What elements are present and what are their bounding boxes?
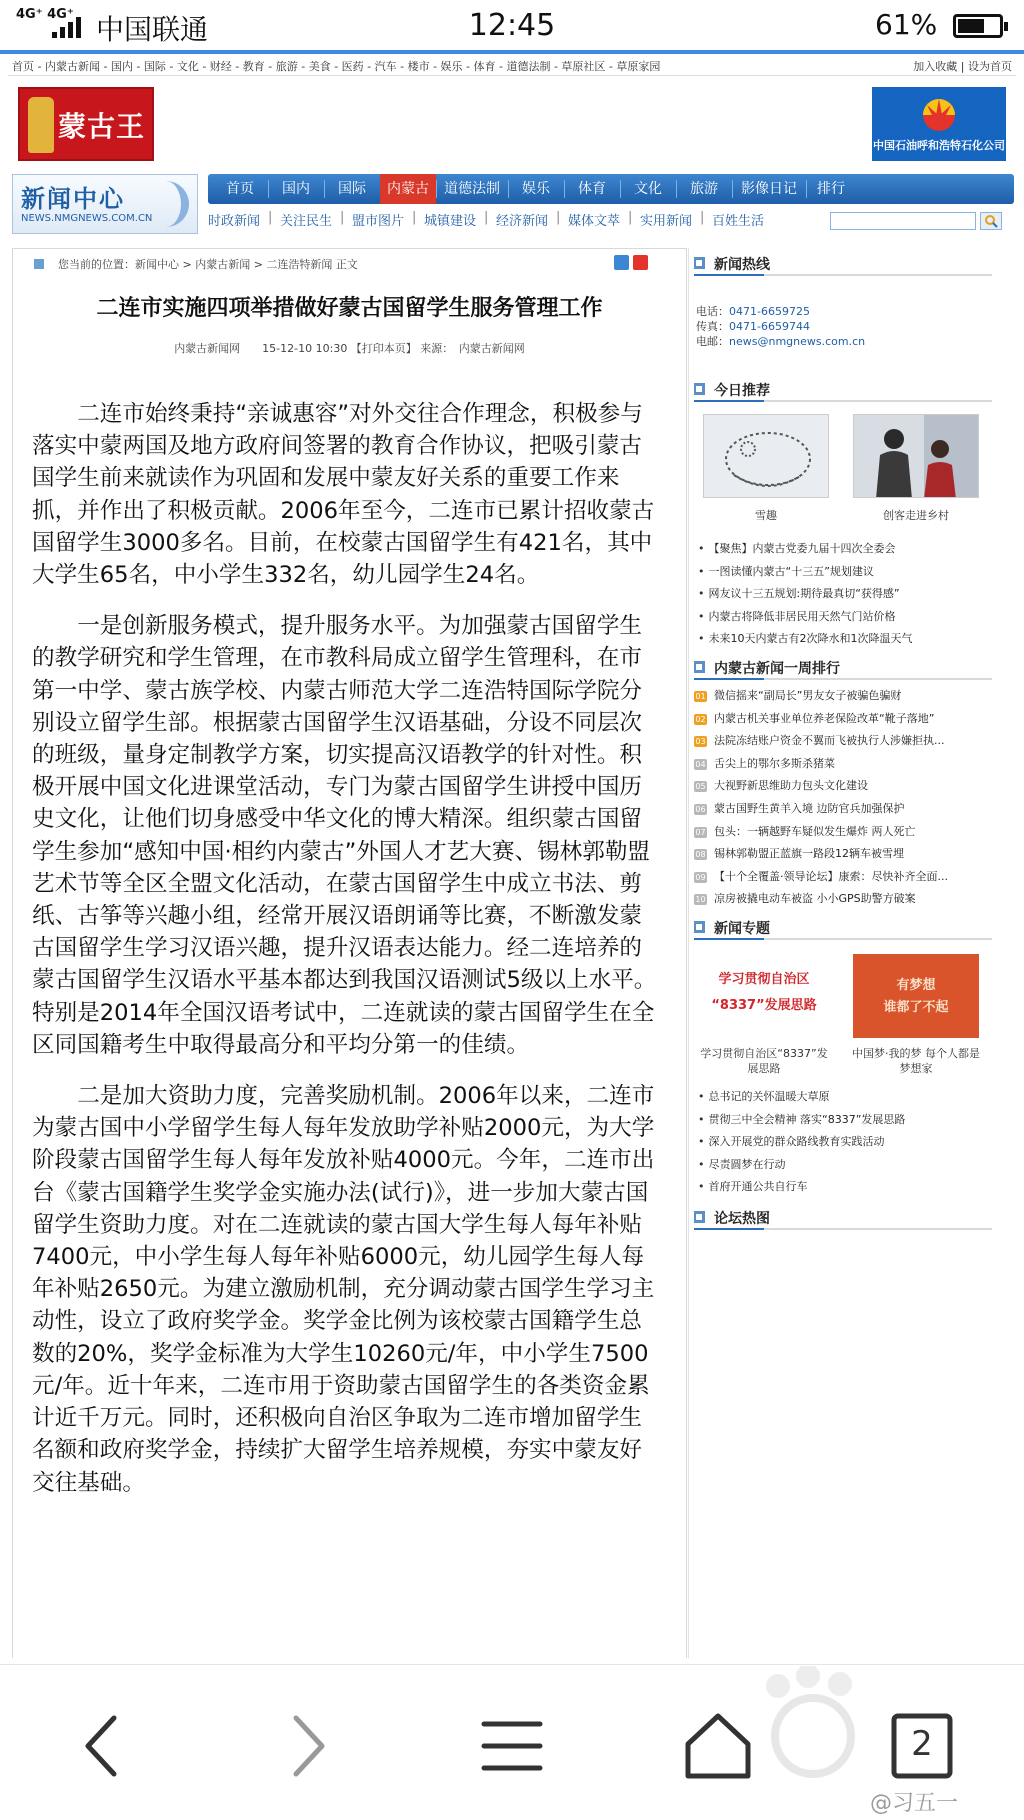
rank-number-badge: 06	[695, 804, 706, 814]
topic-banner-line: “8337”发展思路	[711, 998, 817, 1013]
article-tools	[614, 255, 650, 271]
maker-village-photo[interactable]	[853, 414, 979, 498]
network-type: 4G⁺ 4G⁺	[16, 7, 74, 22]
sub-nav-link[interactable]: 关注民生	[280, 214, 333, 229]
tabs-count: 2	[911, 1724, 933, 1764]
section-icon	[694, 257, 705, 269]
today-header	[694, 380, 992, 402]
top-nav-links[interactable]: 首页 - 内蒙古新闻 - 国内 - 国际 - 文化 - 财经 - 教育 - 旅游 - 美食 - 医药 - 汽车 - 楼市 - 娱乐 - 体育 - 道德法制 - 草原社区 - 草原家园	[12, 60, 661, 73]
share-weibo-icon[interactable]	[633, 255, 648, 270]
rank-number-badge: 04	[695, 759, 706, 769]
sub-nav-separator: |	[628, 210, 633, 225]
rank-item[interactable]	[694, 730, 994, 753]
rank-item-title: 包头：一辆越野车疑似发生爆炸 两人死亡	[714, 824, 916, 838]
main-nav-tab[interactable]: 国内	[282, 181, 310, 197]
topic-caption[interactable]: 学习贯彻自治区“8337”发展思路	[700, 1047, 828, 1075]
rank-number-badge: 07	[695, 827, 706, 837]
home-icon	[678, 1706, 758, 1786]
sub-nav-link[interactable]: 媒体文萃	[568, 214, 621, 229]
sub-nav-link[interactable]: 经济新闻	[496, 214, 549, 229]
rank-number-badge: 10	[695, 895, 706, 905]
search-input[interactable]	[830, 212, 976, 230]
fax-label: 传真：	[696, 320, 729, 333]
article-meta: 内蒙古新闻网 15-12-10 10:30 【打印本页】 来源： 内蒙古新闻网	[174, 342, 525, 355]
top-nav-separator: |	[960, 60, 965, 73]
sub-nav-link[interactable]: 实用新闻	[640, 214, 693, 229]
clock: 12:45	[468, 8, 556, 43]
rank-item[interactable]	[694, 685, 994, 708]
topic-banner-line: 谁都了不起	[883, 1000, 949, 1015]
topic-caption[interactable]: 中国梦·我的梦 每个人都是梦想家	[852, 1047, 980, 1075]
photo-caption[interactable]: 雪趣	[755, 509, 777, 522]
sub-nav-separator: |	[268, 210, 273, 225]
bookmark-link[interactable]: 加入收藏	[913, 60, 958, 73]
topics-list	[698, 1086, 994, 1199]
rank-item[interactable]	[694, 775, 994, 798]
phone-label: 电话：	[696, 305, 729, 318]
back-button[interactable]	[62, 1706, 142, 1786]
menu-button[interactable]	[472, 1706, 552, 1786]
tabs-button[interactable]	[882, 1706, 962, 1786]
section-icon	[694, 661, 705, 673]
section-icon	[694, 1211, 705, 1223]
hotline-header	[694, 254, 992, 276]
topic-8337-banner[interactable]	[700, 954, 828, 1038]
sub-nav-separator: |	[484, 210, 489, 225]
hamburger-menu-icon	[472, 1706, 552, 1786]
sub-nav-separator: |	[700, 210, 705, 225]
status-bar	[0, 0, 1024, 52]
photo-caption[interactable]: 创客走进乡村	[883, 509, 949, 522]
section-title: 今日推荐	[714, 383, 770, 399]
sub-nav-link[interactable]: 城镇建设	[424, 214, 477, 229]
fax-value: 0471-6659744	[729, 320, 810, 333]
rank-number-badge: 05	[695, 782, 706, 792]
sub-nav-link[interactable]: 盟市图片	[352, 214, 405, 229]
weekly-rank-header	[694, 658, 992, 680]
list-item[interactable]: • 首府开通公共自行车	[698, 1176, 994, 1199]
bottle-icon	[28, 97, 54, 153]
rank-item-title: 舌尖上的鄂尔多斯杀猪菜	[714, 756, 835, 770]
rank-item-title: 微信摇来“副局长”男友女子被骗色骗财	[714, 689, 902, 702]
search-icon	[984, 214, 998, 228]
mengguwang-ad-logo[interactable]	[18, 87, 154, 161]
sub-nav-separator: |	[556, 210, 561, 225]
rank-item[interactable]	[694, 708, 994, 731]
list-item[interactable]: • 【聚焦】内蒙古党委九届十四次全委会	[698, 538, 994, 561]
section-title: 新闻热线	[714, 257, 770, 273]
rank-item[interactable]	[694, 843, 994, 866]
list-item[interactable]: • 深入开展党的群众路线教育实践活动	[698, 1131, 994, 1154]
article-title: 二连市实施四项举措做好蒙古国留学生服务管理工作	[96, 296, 603, 321]
news-center-logo[interactable]	[12, 174, 198, 234]
snow-fun-photo[interactable]	[703, 414, 829, 498]
rank-item-title: 大视野新思维助力包头文化建设	[714, 779, 868, 793]
main-nav-tab[interactable]: 道德法制	[444, 181, 500, 197]
main-nav-tab[interactable]: 影像日记	[741, 181, 797, 197]
news-center-title: 新闻中心	[21, 185, 125, 213]
top-nav-right	[913, 58, 1012, 74]
carrier-name: 中国联通	[96, 13, 209, 46]
section-icon	[694, 921, 705, 933]
article-body	[32, 398, 662, 1518]
sub-nav-link[interactable]: 时政新闻	[208, 214, 261, 229]
main-nav-tab[interactable]: 体育	[578, 181, 606, 197]
rank-number-badge: 01	[695, 692, 706, 701]
rank-item[interactable]	[694, 821, 994, 844]
ad-logo-text: 蒙古王	[58, 110, 146, 143]
main-nav-tab[interactable]: 首页	[226, 181, 254, 197]
rank-number-badge: 02	[695, 714, 706, 724]
home-button[interactable]	[678, 1706, 758, 1786]
email-link[interactable]: news@nmgnews.com.cn	[729, 335, 866, 348]
divider	[688, 248, 689, 1658]
email-label: 电邮：	[696, 335, 729, 348]
main-nav-tab[interactable]: 内蒙古	[380, 174, 436, 204]
section-icon	[694, 383, 705, 395]
snow-art-image	[704, 415, 829, 498]
petrochina-emblem-icon	[918, 93, 960, 131]
list-item[interactable]: • 网友议十三五规划:期待最真切“获得感”	[698, 583, 994, 606]
rank-item-title: 凉房被撬电动车被盗 小小GPS助警方破案	[714, 892, 916, 906]
main-nav-tab[interactable]: 文化	[634, 181, 662, 197]
section-title: 内蒙古新闻一周排行	[714, 661, 840, 677]
divider	[8, 75, 1016, 76]
rank-item[interactable]	[694, 753, 994, 776]
list-item[interactable]: • 一图读懂内蒙古“十三五”规划建议	[698, 561, 994, 584]
forward-button[interactable]	[268, 1706, 348, 1786]
hotline-contact	[696, 304, 865, 349]
rank-item-title: 锡林郭勒盟正蓝旗一路段12辆车被雪埋	[714, 847, 904, 861]
article-paragraph: 二连市始终秉持“亲诚惠容”对外交往合作理念，积极参与落实中蒙两国及地方政府间签署的教育合作协议，把吸引蒙古国学生前来就读作为巩固和发展中蒙友好关系的重要工作来抓，并作出了积极贡献。2006年至今，二连市已累计招收蒙古国留学生3000多名。目前，在校蒙古国留学生有421名，其中大学生65名，中小学生332名，幼儿园学生24名。	[32, 401, 655, 589]
page-load-progress	[0, 50, 1024, 54]
phone-value: 0471-6659725	[729, 305, 810, 318]
chevron-left-icon	[62, 1706, 142, 1786]
news-center-url: NEWS.NMGNEWS.COM.CN	[21, 213, 153, 224]
watermark-text: @习五一	[870, 1791, 959, 1816]
top-nav	[12, 58, 1012, 74]
sub-nav-separator: |	[412, 210, 417, 225]
list-item[interactable]: • 未来10天内蒙古有2次降水和1次降温天气	[698, 628, 994, 651]
weekly-rank-list	[694, 685, 994, 911]
article-paragraph: 一是创新服务模式，提升服务水平。为加强蒙古国留学生的教学研究和学生管理，在市教科局成立留学生管理科，在市第一中学、蒙古族学校、内蒙古师范大学二连浩特国际学院分别设立留学生部。根据蒙古国留学生汉语基础，分设不同层次的班级，量身定制教学方案，切实提高汉语教学的针对性。积极开展中国文化进课堂活动，专门为蒙古国留学生讲授中国历史文化，让他们切身感受中华文化的博大精深。组织蒙古国留学生参加“感知中国·相约内蒙古”外国人才艺大赛、锡林郭勒盟艺术节等全区全盟文化活动，在蒙古国留学生中成立书法、剪纸、古筝等兴趣小组，经常开展汉语朗诵等比赛，不断激发蒙古国留学生学习汉语兴趣，提升汉语表达能力。经二连培养的蒙古国留学生汉语水平基本都达到我国汉语测试5级以上水平。特别是2014年全国汉语考试中，二连就读的蒙古国留学生在全区同国籍考生中取得最高分和平均分第一的佳绩。	[32, 613, 657, 1058]
rank-item-title: 内蒙古机关事业单位养老保险改革“靴子落地”	[714, 711, 935, 725]
breadcrumb[interactable]: 您当前的位置：新闻中心 > 内蒙古新闻 > 二连浩特新闻 正文	[58, 258, 358, 271]
rank-item-title: 法院冻结账户资金不翼而飞被执行人涉嫌拒执...	[714, 734, 945, 748]
ad-logo-text: 中国石油呼和浩特石化公司	[873, 139, 1005, 152]
list-item[interactable]: • 贯彻三中全会精神 落实“8337”发展思路	[698, 1109, 994, 1132]
rank-number-badge: 09	[695, 872, 706, 882]
section-title: 新闻专题	[714, 921, 770, 937]
main-nav-tab[interactable]: 旅游	[690, 181, 718, 197]
set-home-link[interactable]: 设为首页	[968, 60, 1012, 73]
topic-banner-line: 有梦想	[896, 978, 936, 993]
rank-item[interactable]	[694, 866, 994, 889]
rank-item-title: 【十个全覆盖·领导论坛】康索：尽快补齐全面...	[714, 869, 948, 883]
rank-item[interactable]	[694, 888, 994, 911]
print-icon[interactable]	[614, 255, 629, 270]
logo-swoosh-icon	[153, 181, 189, 227]
list-item[interactable]: • 总书记的关怀温暖大草原	[698, 1086, 994, 1109]
article-paragraph: 二是加大资助力度，完善奖励机制。2006年以来，二连市为蒙古国中小学留学生每人每年发放助学补贴2000元，为大学阶段蒙古国留学生每人每年发放补贴4000元。今年，二连市出台《蒙古国籍学生奖学金实施办法(试行)》，进一步加大蒙古国留学生资助力度。对在二连就读的蒙古国大学生每人每年补贴7400元，中小学生每人每年补贴6000元，幼儿园学生每人每年补贴2650元。为建立激励机制，充分调动蒙古国学生学习主动性，设立了政府奖学金。奖学金比例为该校蒙古国籍学生总数的20%，奖学金标准为大学生10260元/年，中小学生7500元/年。近十年来，二连市用于资助蒙古国留学生的各类资金累计近千万元。同时，还积极向自治区争取为二连市增加留学生名额和政府奖学金，持续扩大留学生培养规模，夯实中蒙友好交往基础。	[32, 1083, 655, 1496]
petrochina-ad-logo[interactable]	[872, 87, 1006, 161]
main-nav-tabs	[208, 174, 1014, 204]
topic-banner-line: 学习贯彻自治区	[718, 972, 810, 987]
main-nav-tab[interactable]: 娱乐	[522, 181, 550, 197]
section-title: 论坛热图	[714, 1211, 770, 1227]
watermark-paw-icon	[748, 1666, 878, 1786]
rank-item-title: 蒙古国野生黄羊入境 边防官兵加强保护	[714, 801, 905, 815]
search-button[interactable]	[980, 212, 1002, 230]
battery-percent: 61%	[875, 8, 938, 41]
chinese-dream-banner[interactable]	[853, 954, 979, 1038]
breadcrumb-bullet-icon	[34, 259, 44, 269]
people-image	[854, 415, 979, 498]
rank-number-badge: 03	[695, 737, 706, 747]
today-list	[698, 538, 994, 651]
sub-nav-separator: |	[340, 210, 345, 225]
rank-number-badge: 08	[695, 850, 706, 860]
sub-nav-link[interactable]: 百姓生活	[712, 214, 765, 229]
chevron-right-icon	[268, 1706, 348, 1786]
rank-item[interactable]	[694, 798, 994, 821]
forum-header	[694, 1208, 992, 1230]
main-nav-tab[interactable]: 国际	[338, 181, 366, 197]
topics-header	[694, 918, 992, 940]
main-nav-tab[interactable]: 排行	[817, 181, 845, 197]
list-item[interactable]: • 内蒙古将降低非居民用天然气门站价格	[698, 606, 994, 629]
list-item[interactable]: • 尽责圆梦在行动	[698, 1154, 994, 1177]
battery-icon	[953, 14, 1003, 38]
